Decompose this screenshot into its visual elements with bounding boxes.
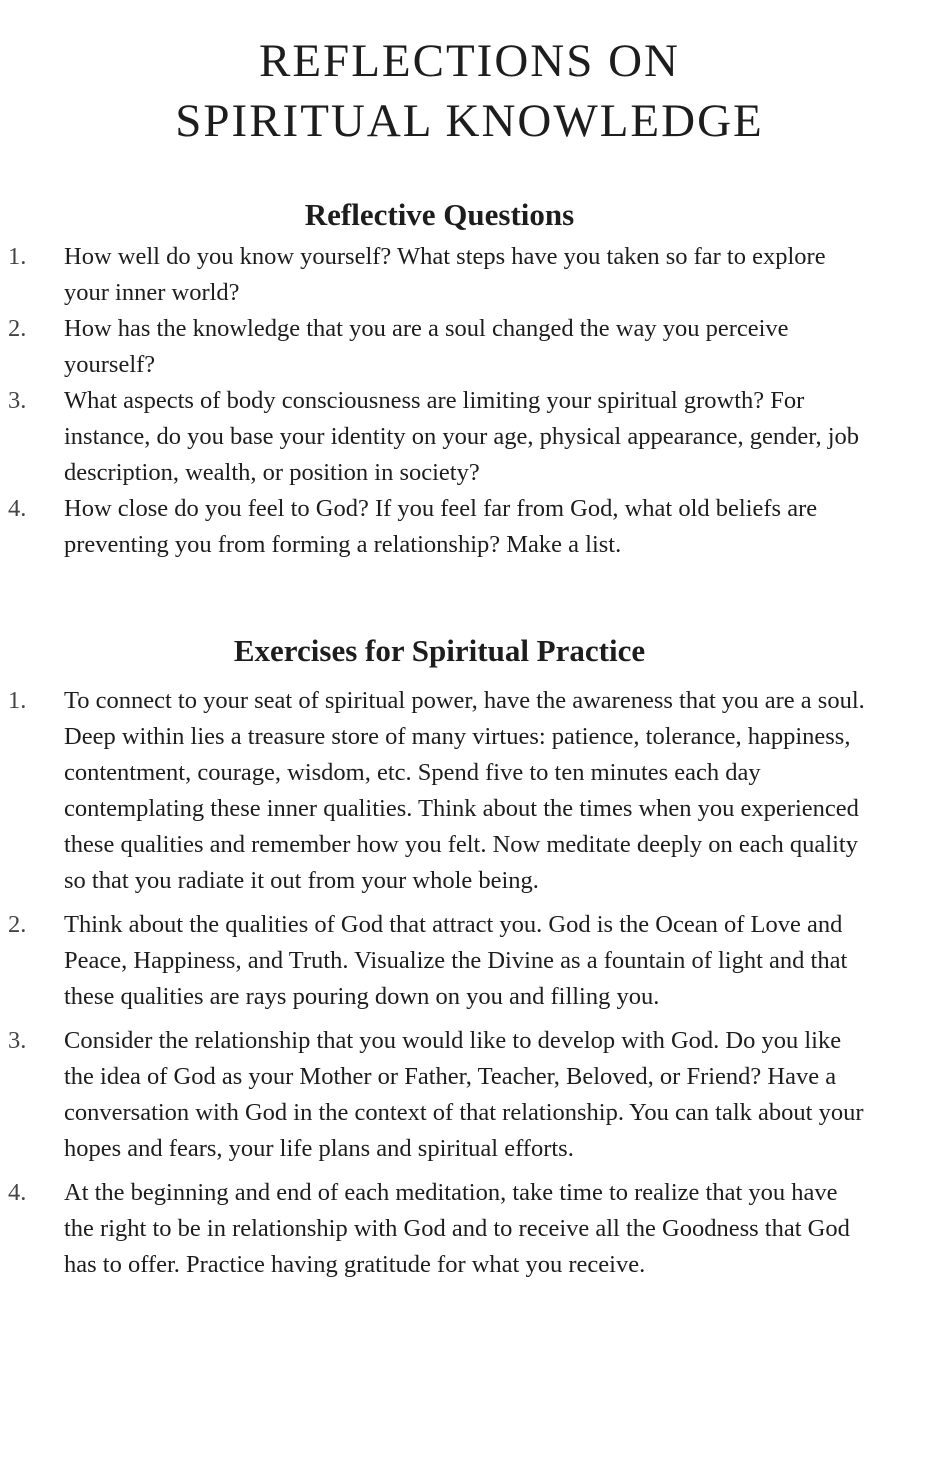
item-text: To connect to your seat of spiritual power, have the awareness that you are a soul. Deep within lies a treasure store of many virtues: patience, tolerance, happiness, contentment, courage, wisdom, etc. Spend five to ten minutes each day contemplating these inner qualities. Think about the times when you experienced these qualities and remember how you felt. Now meditate deeply on each quality so that you radiate it out from your whole being. (64, 687, 865, 894)
list-item (0, 907, 872, 1015)
exercises-list (0, 683, 939, 1291)
item-text: What aspects of body consciousness are limiting your spiritual growth? For instance, do you base your identity on your age, physical appearance, gender, job description, wealth, or position in society? (64, 387, 860, 486)
list-item (0, 1023, 872, 1167)
item-text: How close do you feel to God? If you feel far from God, what old beliefs are preventing you from forming a relationship? Make a list. (64, 495, 818, 558)
list-item (0, 1175, 872, 1283)
reflective-questions-heading: Reflective Questions (304, 197, 575, 232)
list-item (0, 383, 872, 491)
item-number: 2. (8, 315, 27, 342)
list-item (0, 239, 872, 311)
item-text: Think about the qualities of God that attract you. God is the Ocean of Love and Peace, Happiness, and Truth. Visualize the Divine as a fountain of light and that these qualities are rays pouring down on you and filling you. (64, 911, 848, 1010)
list-item (0, 491, 872, 563)
list-item (0, 311, 872, 383)
list-item (0, 683, 872, 899)
item-text: Consider the relationship that you would like to develop with God. Do you like the idea of God as your Mother or Father, Teacher, Beloved, or Friend? Have a conversation with God in the context of that relationship. You can talk about your hopes and fears, your life plans and spiritual efforts. (64, 1027, 864, 1162)
exercises-heading: Exercises for Spiritual Practice (233, 633, 646, 668)
item-text: How well do you know yourself? What steps have you taken so far to explore your inner world? (64, 243, 826, 306)
item-text: At the beginning and end of each meditation, take time to realize that you have the right to be in relationship with God and to receive all the Goodness that God has to offer. Practice having gratitude for what you receive. (64, 1179, 850, 1278)
page-title-line-1: REFLECTIONS ON (259, 35, 680, 87)
item-number: 1. (8, 687, 27, 714)
item-text: How has the knowledge that you are a soul changed the way you perceive yourself? (64, 315, 789, 378)
reflective-questions-list (0, 239, 939, 563)
item-number: 3. (8, 1027, 27, 1054)
item-number: 4. (8, 1179, 27, 1206)
page-title-line-2: SPIRITUAL KNOWLEDGE (175, 95, 764, 147)
item-number: 4. (8, 495, 27, 522)
item-number: 3. (8, 387, 27, 414)
item-number: 2. (8, 911, 27, 938)
item-number: 1. (8, 243, 27, 270)
